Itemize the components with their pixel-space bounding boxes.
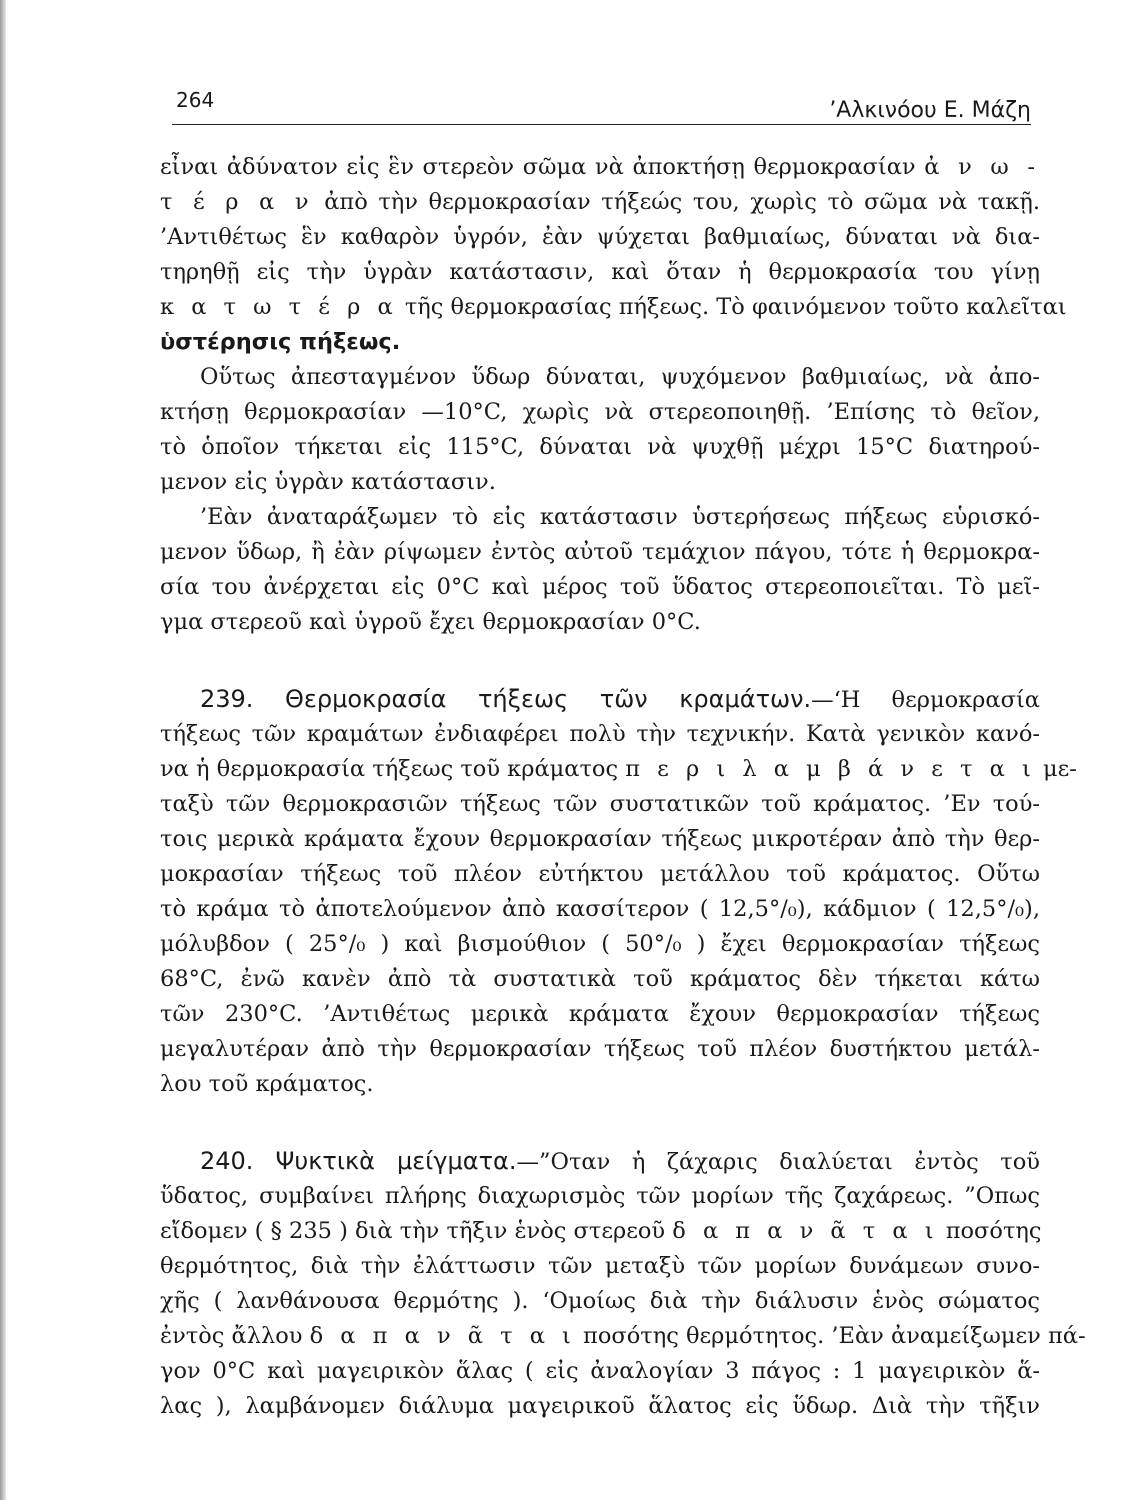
emphasis-spaced: ἀ ν ω - (924, 154, 1041, 180)
emphasis-spaced: τ έ ρ α ν (160, 189, 314, 215)
text-line (160, 185, 1040, 220)
text-line: γον 0°C καὶ μαγειρικὸν ἅλας ( εἰς ἀναλογίαν 3 πάγος : 1 μαγειρικὸν ἅ- (160, 1358, 1040, 1384)
text-line: 68°C, ἐνῶ κανὲν ἀπὸ τὰ συστατικὰ τοῦ κράματος δὲν τήκεται κάτω (160, 966, 1040, 992)
text-line: τηρηθῇ εἰς τὴν ὑγρὰν κατάστασιν, καὶ ὅταν ἡ θερμοκρασία του γίνῃ (160, 259, 1040, 285)
text-span: —‘Η θερμοκρασία (811, 687, 1040, 713)
running-head: ’Αλκινόου Ε. Μάζη (829, 98, 1031, 123)
text-line: τῶν 230°C. ’Αντιθέτως μερικὰ κράματα ἔχουν θερμοκρασίαν τήξεως (160, 1001, 1040, 1027)
section-gap (160, 640, 1040, 682)
body-text (160, 150, 1086, 1424)
text-line (160, 150, 1040, 185)
text-line: θερμότητος, διὰ τὴν ἐλάττωσιν τῶν μεταξὺ τῶν μορίων δυνάμεων συνο- (160, 1253, 1040, 1279)
text-line (160, 290, 1067, 325)
text-span: ἀπὸ τὴν θερμοκρασίαν τήξεώς του, χωρὶς τὸ σῶμα νὰ τακῇ. (324, 189, 1041, 215)
text-line (160, 1319, 1086, 1354)
emphasis-spaced: κ α τ ω τ έ ρ α (160, 294, 398, 320)
page-number: 264 (176, 88, 215, 112)
emphasis-spaced: δ α π α ν ᾶ τ α ι (672, 1218, 939, 1244)
text-line: μόλυβδον ( 25°/₀ ) καὶ βισμούθιον ( 50°/₀ ) ἔχει θερμοκρασίαν τήξεως (160, 931, 1040, 957)
text-line: χῆς ( λανθάνουσα θερμότης ). ‘Ομοίως διὰ τὴν διάλυσιν ἑνὸς σώματος (160, 1288, 1040, 1314)
text-line: τὸ κράμα τὸ ἀποτελούμενον ἀπὸ κασσίτερον ( 12,5°/₀), κάδμιον ( 12,5°/₀), (160, 896, 1040, 922)
section-heading-240: 240. Ψυκτικὰ μείγματα. (200, 1147, 517, 1175)
text-line: ’Εὰν ἀναταράξωμεν τὸ εἰς κατάστασιν ὑστερήσεως πήξεως εὑρισκό- (200, 504, 1040, 530)
text-line (160, 1214, 1040, 1249)
text-line: λου τοῦ κράματος. (160, 1071, 374, 1097)
text-line: ταξὺ τῶν θερμοκρασιῶν τήξεως τῶν συστατικῶν τοῦ κράματος. ’Εν τού- (160, 791, 1040, 817)
bold-term: ὑστέρησις πήξεως. (160, 329, 401, 355)
text-span: ποσότης (945, 1218, 1042, 1244)
text-span: εἶναι ἀδύνατον εἰς ἓν στερεὸν σῶμα νὰ ἀποκτήσῃ θερμοκρασίαν (160, 154, 916, 180)
page-header (172, 84, 1031, 125)
text-line: σία του ἀνέρχεται εἰς 0°C καὶ μέρος τοῦ ὕδατος στερεοποιεῖται. Τὸ μεῖ- (160, 574, 1040, 600)
text-line: τήξεως τῶν κραμάτων ἐνδιαφέρει πολὺ τὴν τεχνικήν. Κατὰ γενικὸν κανό- (160, 721, 1040, 747)
text-span: εἴδομεν ( § 235 ) διὰ τὴν τῆξιν ἑνὸς στερεοῦ (160, 1218, 666, 1244)
text-span: τῆς θερμοκρασίας πήξεως. Τὸ φαινόμενον τοῦτο καλεῖται (404, 294, 1067, 320)
section-gap (160, 1102, 1040, 1144)
text-line: λας ), λαμβάνομεν διάλυμα μαγειρικοῦ ἅλατος εἰς ὕδωρ. Διὰ τὴν τῆξιν (160, 1393, 1040, 1419)
text-line (160, 682, 1040, 717)
text-line: μενον ὕδωρ, ἢ ἐὰν ρίψωμεν ἐντὸς αὐτοῦ τεμάχιον πάγου, τότε ἡ θερμοκρα- (160, 539, 1040, 565)
section-heading-239: 239. Θερμοκρασία τήξεως τῶν κραμάτων. (200, 685, 812, 713)
text-line: μεγαλυτέραν ἀπὸ τὴν θερμοκρασίαν τήξεως τοῦ πλέον δυστήκτου μετάλ- (160, 1036, 1040, 1062)
emphasis-spaced: π ε ρ ι λ α μ β ά ν ε τ α ι (625, 756, 1036, 782)
text-line (160, 752, 1077, 787)
text-line: μενον εἰς ὑγρὰν κατάστασιν. (160, 469, 496, 495)
text-span: ἐντὸς ἄλλου (160, 1323, 303, 1349)
text-span: —”Οταν ἡ ζάχαρις διαλύεται ἐντὸς τοῦ (516, 1149, 1040, 1175)
emphasis-spaced: δ α π α ν ᾶ τ α ι (309, 1323, 576, 1349)
text-line: μοκρασίαν τήξεως τοῦ πλέον εὐτήκτου μετάλλου τοῦ κράματος. Οὕτω (160, 861, 1040, 887)
text-line: ’Αντιθέτως ἓν καθαρὸν ὑγρόν, ἐὰν ψύχεται βαθμιαίως, δύναται νὰ δια- (160, 224, 1040, 250)
text-line: ὕδατος, συμβαίνει πλήρης διαχωρισμὸς τῶν μορίων τῆς ζαχάρεως. ”Οπως (160, 1183, 1040, 1209)
text-line (160, 325, 1040, 360)
text-span: να ἡ θερμοκρασία τήξεως τοῦ κράματος (160, 756, 619, 782)
text-line: τοις μερικὰ κράματα ἔχουν θερμοκρασίαν τήξεως μικροτέραν ἀπὸ τὴν θερ- (160, 826, 1040, 852)
text-line: Οὕτως ἀπεσταγμένον ὕδωρ δύναται, ψυχόμενον βαθμιαίως, νὰ ἀπο- (200, 364, 1040, 390)
text-line: τὸ ὁποῖον τήκεται εἰς 115°C, δύναται νὰ ψυχθῇ μέχρι 15°C διατηρού- (160, 434, 1040, 460)
text-span: με- (1042, 756, 1077, 782)
text-line: κτήσῃ θερμοκρασίαν —10°C, χωρὶς νὰ στερεοποιηθῇ. ’Επίσης τὸ θεῖον, (160, 399, 1040, 425)
text-span: ποσότης θερμότητος. ’Εὰν ἀναμείξωμεν πά- (583, 1323, 1086, 1349)
text-line (160, 1144, 1040, 1179)
text-line: γμα στερεοῦ καὶ ὑγροῦ ἔχει θερμοκρασίαν 0°C. (160, 609, 701, 635)
